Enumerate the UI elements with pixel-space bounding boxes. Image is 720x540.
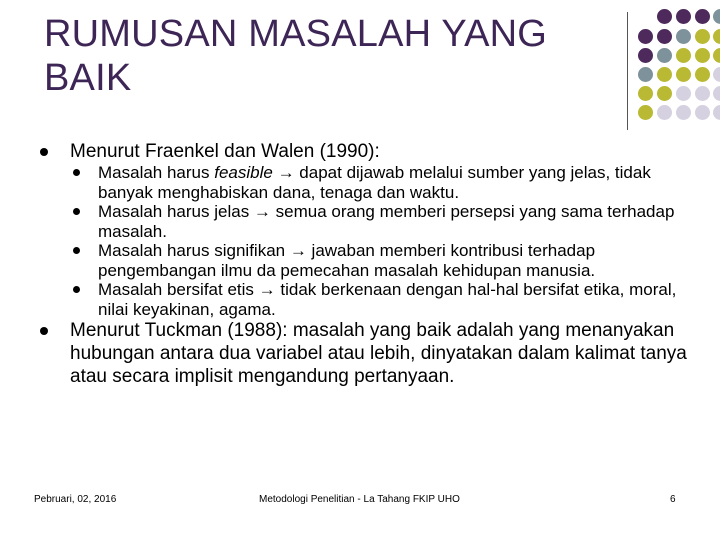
decorative-dot <box>676 67 691 82</box>
arrow-right-icon: → <box>277 163 295 182</box>
sub-bullet-etis <box>40 280 690 319</box>
decorative-dot <box>657 86 672 101</box>
bullet-icon <box>40 148 48 156</box>
sub-bullet-signifikan <box>40 241 690 280</box>
sub-bullet-feasible <box>40 163 690 202</box>
decorative-dot <box>657 9 672 24</box>
decorative-dot <box>695 48 710 63</box>
bullet-text: Menurut Tuckman (1988): masalah yang baik adalah yang menanyakan hubungan antara dua variabel atau lebih, dinyatakan dalam kalimat tanya atau secara implisit mengandung pertanyaan. <box>70 320 687 387</box>
decorative-dot <box>638 86 653 101</box>
decorative-dot <box>713 48 720 63</box>
decorative-dot <box>657 48 672 63</box>
decorative-dot <box>695 105 710 120</box>
decorative-dot <box>638 67 653 82</box>
decorative-dot <box>676 48 691 63</box>
decorative-dot <box>676 9 691 24</box>
sub-bullet-text-pre: Masalah bersifat etis <box>98 280 259 299</box>
decorative-dot <box>676 29 691 44</box>
sub-bullet-text-post: tidak berkenaan dengan hal-hal bersifat etika, moral, nilai keyakinan, agama. <box>98 280 677 319</box>
bullet-fraenkel <box>40 140 690 163</box>
sub-bullet-text-pre: Masalah harus jelas <box>98 202 254 221</box>
decorative-dot <box>695 29 710 44</box>
sub-bullet-text-pre: Masalah harus signifikan <box>98 241 290 260</box>
footer-date: Pebruari, 02, 2016 <box>34 494 117 505</box>
decorative-dot <box>695 9 710 24</box>
decorative-dot <box>713 105 720 120</box>
bullet-icon <box>73 208 80 215</box>
decorative-dot <box>657 105 672 120</box>
decorative-dot <box>657 29 672 44</box>
decorative-dot <box>638 105 653 120</box>
bullet-tuckman <box>40 319 690 388</box>
decorative-dot <box>713 67 720 82</box>
sub-bullet-text-post: jawaban memberi kontribusi terhadap pengembangan ilmu da pemecahan masalah kehidupan manusia. <box>98 241 596 280</box>
arrow-right-icon: → <box>289 241 307 260</box>
decorative-dot <box>713 29 720 44</box>
decorative-dot <box>638 48 653 63</box>
sub-bullet-text-post: dapat dijawab melalui sumber yang jelas, tidak banyak menghabiskan dana, tenaga dan waktu. <box>98 163 651 202</box>
arrow-right-icon: → <box>258 280 276 299</box>
slide-title: RUMUSAN MASALAH YANG BAIK <box>44 13 548 99</box>
decorative-dot <box>638 29 653 44</box>
bullet-icon <box>73 247 80 254</box>
emphasis-feasible: feasible <box>214 163 273 182</box>
bullet-icon <box>73 169 80 176</box>
bullet-icon <box>40 327 48 335</box>
sub-bullet-jelas <box>40 202 690 241</box>
footer-center-text: Metodologi Penelitian - La Tahang FKIP UHO <box>259 494 460 505</box>
slide-body <box>40 140 690 388</box>
bullet-text: Menurut Fraenkel dan Walen (1990): <box>70 141 380 162</box>
slide-number: 6 <box>670 494 676 505</box>
decorative-dot <box>657 67 672 82</box>
bullet-icon <box>73 286 80 293</box>
decorative-dot <box>695 86 710 101</box>
decorative-dot <box>676 86 691 101</box>
decorative-dot <box>713 86 720 101</box>
decorative-dot <box>695 67 710 82</box>
title-divider-line <box>627 12 628 130</box>
arrow-right-icon: → <box>253 202 271 221</box>
decorative-dot <box>676 105 691 120</box>
decorative-dot <box>713 9 720 24</box>
sub-bullet-text-post: semua orang memberi persepsi yang sama terhadap masalah. <box>98 202 675 241</box>
sub-bullet-text-pre: Masalah harus <box>98 163 215 182</box>
